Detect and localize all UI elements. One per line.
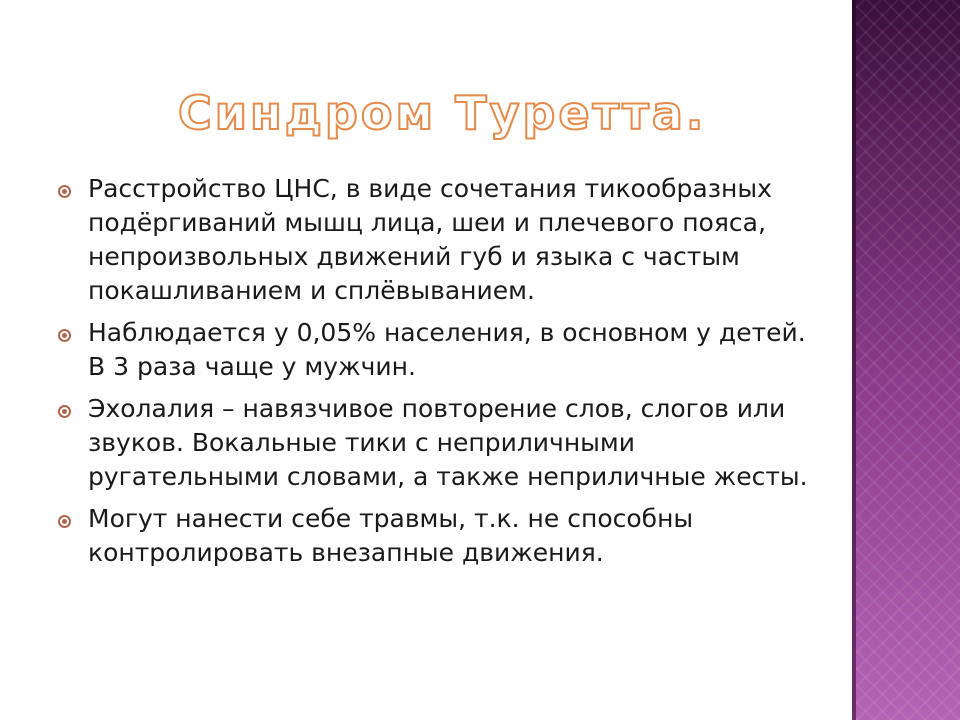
bullet-text: Наблюдается у 0,05% населения, в основном у детей. В 3 раза чаще у мужчин.	[88, 318, 806, 381]
target-bullet-icon	[58, 185, 71, 198]
bullet-list	[58, 172, 818, 578]
bullet-item	[58, 392, 818, 494]
bullet-item	[58, 502, 818, 570]
target-bullet-icon	[58, 515, 71, 528]
target-bullet-icon	[58, 329, 71, 342]
bullet-text: Эхолалия – навязчивое повторение слов, слогов или звуков. Вокальные тики с неприличными ругательными словами, а также неприличные жесты.	[88, 394, 808, 491]
slide-title: Синдром Туретта.	[178, 86, 707, 140]
target-bullet-icon	[58, 405, 71, 418]
bullet-item	[58, 316, 818, 384]
bullet-text: Могут нанести себе травмы, т.к. не способны контролировать внезапные движения.	[88, 504, 694, 567]
bullet-text: Расстройство ЦНС, в виде сочетания тикообразных подёргиваний мышц лица, шеи и плечевого пояса, непроизвольных движений губ и языка с частым покашливанием и сплёвыванием.	[88, 174, 772, 305]
bullet-item	[58, 172, 818, 308]
decorative-side-band	[856, 0, 960, 720]
